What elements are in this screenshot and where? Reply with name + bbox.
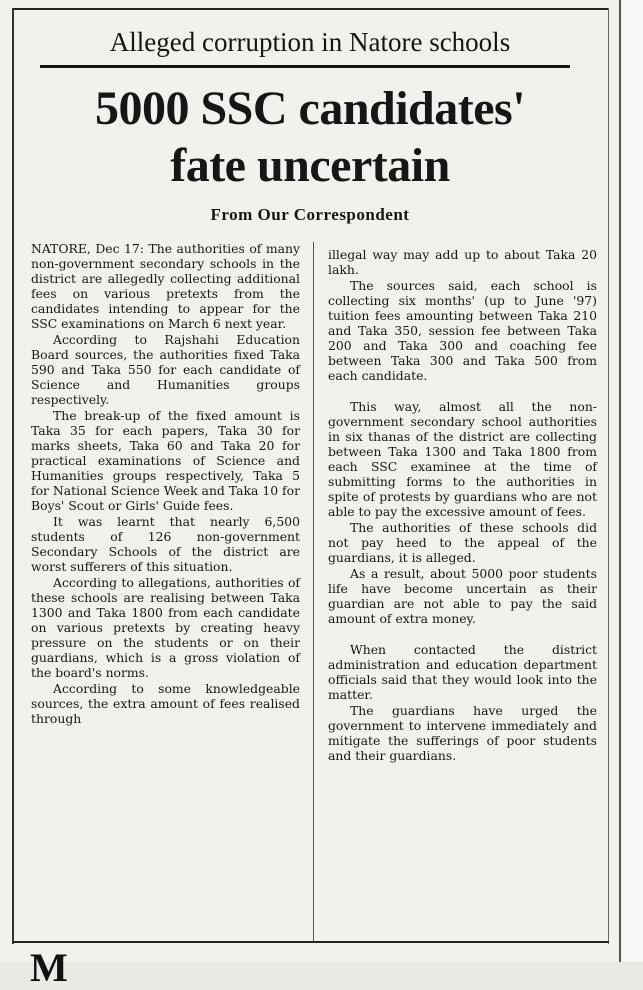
headline-line-2: fate uncertain bbox=[170, 139, 450, 192]
paragraph: The authorities of these schools did not pay heed to the appeal of the guardians, it is alleged. bbox=[328, 520, 597, 565]
kicker-underline bbox=[40, 65, 570, 68]
paragraph: When contacted the district administration and education department officials said that they would look into the matter. bbox=[328, 642, 597, 702]
article-byline: From Our Correspondent bbox=[210, 205, 410, 224]
left-border-rule bbox=[12, 8, 14, 944]
paragraph: According to allegations, authorities of these schools are realising between Taka 1300 and Taka 1800 from each candidate on various pretexts by creating heavy pressure on the students or on their guardians, which is a gross violation of the board's norms. bbox=[31, 575, 300, 680]
paragraph: As a result, about 5000 poor students life have become uncertain as their guardian are not able to pay the said amount of extra money. bbox=[328, 566, 597, 626]
paragraph-dateline: NATORE, Dec 17: The authorities of many non-government secondary schools in the district are allegedly collecting additional fees on various pretexts from the candidates intending to appear for the SSC examinations on March 6 next year. bbox=[31, 241, 300, 331]
paragraph: It was learnt that nearly 6,500 students of 126 non-government Secondary Schools of the district are worst sufferers of this situation. bbox=[31, 514, 300, 574]
headline-line-1: 5000 SSC candidates' bbox=[94, 82, 526, 135]
top-border-rule bbox=[12, 8, 609, 10]
article-left-column bbox=[31, 241, 300, 726]
article-right-column bbox=[328, 247, 597, 763]
paragraph: This way, almost all the non-government secondary school authorities in six thanas of the district are collecting between Taka 1300 and Taka 1800 from each SSC examinee at the time of submitting forms to the authorities in spite of protests by guardians who are not able to pay the excessive amount of fees. bbox=[328, 399, 597, 519]
article-kicker: Alleged corruption in Natore schools bbox=[109, 27, 511, 57]
paragraph: The break-up of the fixed amount is Taka 35 for each papers, Taka 30 for marks sheets, Taka 60 and Taka 20 for practical examinations of Science and Humanities groups respectively, Taka 5 for National Science Week and Taka 10 for Boys' Scout or Girls' Guide fees. bbox=[31, 408, 300, 513]
adjacent-column-edge bbox=[619, 0, 643, 962]
next-headline-text: M bbox=[30, 945, 68, 990]
paragraph-continued: illegal way may add up to about Taka 20 lakh. bbox=[328, 247, 597, 277]
paragraph: The guardians have urged the government to intervene immediately and mitigate the sufferings of poor students and their guardians. bbox=[328, 703, 597, 763]
article-headline bbox=[20, 80, 600, 194]
paragraph: According to Rajshahi Education Board sources, the authorities fixed Taka 590 and Taka 550 for each candidate of Science and Humanities groups respectively. bbox=[31, 332, 300, 407]
paragraph: The sources said, each school is collecting six months' (up to June '97) tuition fees amounting between Taka 210 and Taka 350, session fee between Taka 200 and Taka 300 and coaching fee between Taka 300 and Taka 500 from each candidate. bbox=[328, 278, 597, 383]
column-divider bbox=[313, 242, 314, 942]
right-border-rule bbox=[608, 8, 609, 944]
bottom-border-rule bbox=[14, 941, 609, 943]
paragraph: According to some knowledgeable sources, the extra amount of fees realised through bbox=[31, 681, 300, 726]
next-article-headline-fragment bbox=[30, 945, 630, 990]
